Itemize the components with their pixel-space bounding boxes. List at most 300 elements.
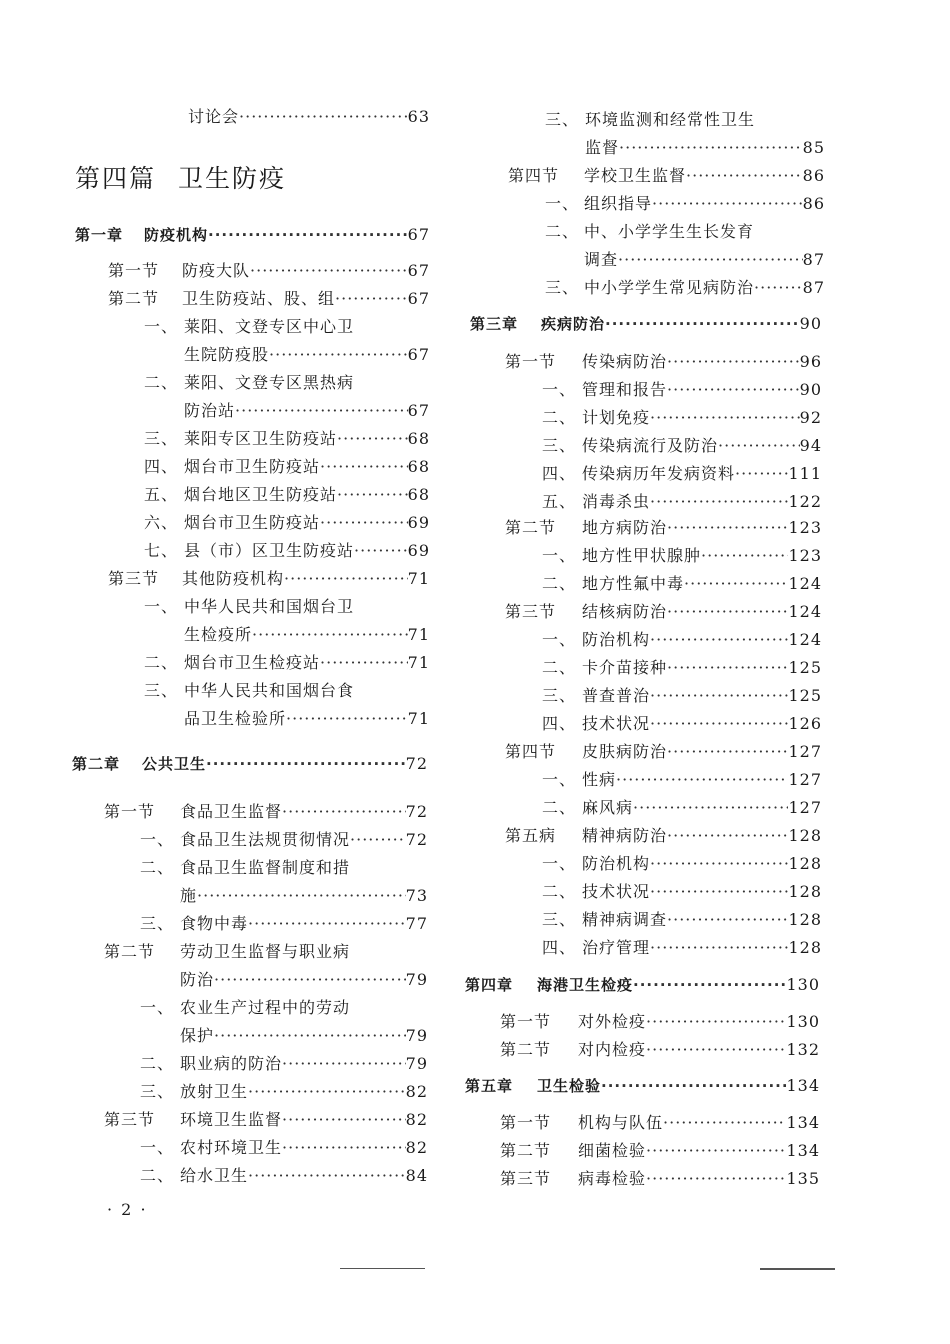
toc-page-number: 79 bbox=[405, 1026, 428, 1045]
toc-entry-number: 二、 bbox=[542, 408, 577, 427]
toc-page-number: 126 bbox=[788, 714, 822, 733]
toc-entry-title: 莱阳、文登专区黑热病 bbox=[184, 373, 355, 392]
toc-entry-number: 第三节 bbox=[104, 1110, 156, 1129]
toc-entry-title: 食物中毒 bbox=[180, 914, 249, 933]
toc-entry bbox=[144, 541, 430, 561]
toc-entry-title: 防治站 bbox=[184, 401, 236, 420]
toc-entry-number: 一、 bbox=[144, 317, 179, 336]
toc-page-number: 132 bbox=[786, 1040, 820, 1059]
toc-section-entry bbox=[505, 352, 822, 372]
toc-leader-dots bbox=[650, 492, 788, 512]
toc-page-number: 128 bbox=[788, 938, 822, 957]
toc-entry-number: 第三章 bbox=[470, 315, 519, 333]
toc-entry bbox=[144, 457, 430, 477]
toc-entry-title: 施 bbox=[180, 886, 198, 905]
toc-entry bbox=[184, 709, 430, 729]
toc-entry bbox=[542, 546, 822, 566]
toc-leader-dots bbox=[286, 709, 408, 729]
toc-entry-title: 学校卫生监督 bbox=[584, 166, 687, 185]
toc-entry-title: 讨论会 bbox=[188, 107, 240, 126]
toc-entry-number: 第二节 bbox=[104, 942, 156, 961]
toc-leader-dots bbox=[619, 138, 803, 158]
toc-entry-number: 一、 bbox=[140, 1138, 175, 1157]
toc-leader-dots bbox=[252, 625, 408, 645]
toc-entry bbox=[542, 770, 822, 790]
toc-entry-number: 四、 bbox=[542, 464, 577, 483]
toc-entry-title: 环境卫生监督 bbox=[180, 1110, 283, 1129]
toc-leader-dots bbox=[650, 714, 788, 734]
toc-entry-number: 三、 bbox=[545, 278, 580, 297]
toc-entry-title: 卡介苗接种 bbox=[582, 658, 668, 677]
toc-section-entry bbox=[508, 166, 825, 186]
toc-entry bbox=[542, 574, 822, 594]
scan-artifact bbox=[340, 1268, 425, 1269]
toc-chapter-entry bbox=[470, 314, 822, 334]
toc-page-number: 130 bbox=[786, 975, 820, 994]
toc-section-entry bbox=[104, 1110, 428, 1130]
toc-section-entry bbox=[108, 289, 430, 309]
toc-section-entry bbox=[500, 1040, 820, 1060]
toc-entry bbox=[140, 830, 428, 850]
toc-entry-number: 第一节 bbox=[505, 352, 557, 371]
toc-page-number: 84 bbox=[405, 1166, 428, 1185]
toc-entry-title: 莱阳、文登专区中心卫 bbox=[184, 317, 355, 336]
scan-artifact bbox=[760, 1268, 835, 1270]
toc-entry-title: 结核病防治 bbox=[582, 602, 668, 621]
toc-page-number: 82 bbox=[405, 1138, 428, 1157]
toc-entry bbox=[542, 798, 822, 818]
toc-leader-dots bbox=[235, 401, 408, 421]
toc-section-entry bbox=[500, 1113, 820, 1133]
toc-chapter-entry bbox=[72, 754, 428, 774]
toc-leader-dots bbox=[337, 429, 408, 449]
toc-page-number: 79 bbox=[405, 1054, 428, 1073]
toc-entry-title: 管理和报告 bbox=[582, 380, 668, 399]
toc-leader-dots bbox=[605, 314, 800, 334]
toc-leader-dots bbox=[667, 826, 788, 846]
toc-leader-dots bbox=[248, 1082, 406, 1102]
toc-entry-title: 对内检疫 bbox=[578, 1040, 647, 1059]
toc-leader-dots bbox=[320, 653, 408, 673]
toc-chapter-entry bbox=[75, 225, 430, 245]
toc-entry bbox=[140, 858, 428, 878]
toc-entry-title: 烟台市卫生防疫站 bbox=[184, 513, 321, 532]
toc-entry-number: 四、 bbox=[542, 714, 577, 733]
toc-entry-number: 二、 bbox=[140, 858, 175, 877]
toc-entry bbox=[184, 625, 430, 645]
toc-page-number: 68 bbox=[407, 485, 430, 504]
toc-entry-title: 保护 bbox=[180, 1026, 215, 1045]
toc-leader-dots bbox=[337, 485, 408, 505]
toc-entry bbox=[144, 597, 430, 617]
toc-page-number: 122 bbox=[788, 492, 822, 511]
toc-section-entry bbox=[108, 569, 430, 589]
toc-entry bbox=[542, 408, 822, 428]
toc-entry bbox=[545, 110, 825, 130]
page-number: · 2 · bbox=[107, 1200, 148, 1219]
toc-section-entry bbox=[500, 1169, 820, 1189]
toc-entry-title: 防治 bbox=[180, 970, 215, 989]
toc-leader-dots bbox=[248, 1166, 406, 1186]
toc-entry bbox=[542, 714, 822, 734]
toc-entry bbox=[542, 492, 822, 512]
toc-entry-number: 第一章 bbox=[75, 226, 124, 244]
toc-page-number: 128 bbox=[788, 826, 822, 845]
toc-entry-number: 第五病 bbox=[505, 826, 557, 845]
toc-page-number: 67 bbox=[407, 289, 430, 308]
toc-entry-title: 中小学学生常见病防治 bbox=[584, 278, 755, 297]
toc-right-column bbox=[455, 0, 950, 1344]
toc-page-number: 86 bbox=[802, 194, 825, 213]
toc-chapter-entry bbox=[465, 975, 820, 995]
toc-page-number: 85 bbox=[802, 138, 825, 157]
toc-entry bbox=[542, 436, 822, 456]
toc-entry-title: 劳动卫生监督与职业病 bbox=[180, 942, 351, 961]
toc-entry-title: 机构与队伍 bbox=[578, 1113, 664, 1132]
toc-page-number: 123 bbox=[788, 518, 822, 537]
toc-entry-title: 传染病历年发病资料 bbox=[582, 464, 736, 483]
toc-leader-dots bbox=[667, 380, 800, 400]
toc-entry bbox=[144, 317, 430, 337]
toc-leader-dots bbox=[618, 250, 803, 270]
toc-entry-title: 皮肤病防治 bbox=[582, 742, 668, 761]
toc-entry-number: 一、 bbox=[542, 854, 577, 873]
part-label: 第四篇 bbox=[75, 164, 157, 193]
toc-page-number: 71 bbox=[407, 569, 430, 588]
toc-entry-title: 组织指导 bbox=[584, 194, 653, 213]
toc-entry-title: 地方性氟中毒 bbox=[582, 574, 685, 593]
toc-page-number: 128 bbox=[788, 910, 822, 929]
toc-entry-title: 食品卫生监督制度和措 bbox=[180, 858, 351, 877]
toc-entry-title: 中华人民共和国烟台食 bbox=[184, 681, 355, 700]
toc-leader-dots bbox=[667, 658, 788, 678]
toc-leader-dots bbox=[282, 1110, 406, 1130]
toc-entry-title: 技术状况 bbox=[582, 882, 651, 901]
toc-entry-number: 一、 bbox=[140, 830, 175, 849]
toc-page-number: 130 bbox=[786, 1012, 820, 1031]
toc-leader-dots bbox=[686, 166, 803, 186]
toc-entry bbox=[542, 882, 822, 902]
toc-entry-title: 食品卫生法规贯彻情况 bbox=[180, 830, 351, 849]
toc-section-entry bbox=[104, 802, 428, 822]
toc-page-number: 92 bbox=[799, 408, 822, 427]
toc-entry-title: 传染病流行及防治 bbox=[582, 436, 719, 455]
toc-entry bbox=[542, 630, 822, 650]
toc-entry-number: 第四节 bbox=[508, 166, 560, 185]
toc-entry-title: 监督 bbox=[585, 138, 620, 157]
toc-entry-number: 第一节 bbox=[500, 1012, 552, 1031]
toc-section-entry bbox=[108, 261, 430, 281]
toc-entry bbox=[542, 686, 822, 706]
toc-section-entry bbox=[505, 826, 822, 846]
toc-entry bbox=[140, 1082, 428, 1102]
toc-entry-title: 传染病防治 bbox=[582, 352, 668, 371]
toc-entry-title: 中华人民共和国烟台卫 bbox=[184, 597, 355, 616]
toc-page-number: 134 bbox=[786, 1076, 820, 1095]
toc-entry-number: 第四节 bbox=[505, 742, 557, 761]
toc-entry bbox=[144, 681, 430, 701]
toc-leader-dots bbox=[646, 1169, 786, 1189]
toc-page-number: 77 bbox=[405, 914, 428, 933]
toc-entry-number: 第三节 bbox=[108, 569, 160, 588]
toc-leader-dots bbox=[650, 938, 788, 958]
toc-leader-dots bbox=[284, 569, 408, 589]
toc-entry-number: 五、 bbox=[542, 492, 577, 511]
toc-entry-number: 七、 bbox=[144, 541, 179, 560]
toc-page-number: 94 bbox=[799, 436, 822, 455]
toc-leader-dots bbox=[650, 408, 800, 428]
toc-entry-number: 二、 bbox=[144, 373, 179, 392]
toc-entry-number: 一、 bbox=[542, 770, 577, 789]
toc-leader-dots bbox=[667, 910, 788, 930]
toc-entry-number: 六、 bbox=[144, 513, 179, 532]
part-name: 卫生防疫 bbox=[178, 164, 287, 193]
toc-entry bbox=[140, 1138, 428, 1158]
toc-entry-number: 三、 bbox=[140, 1082, 175, 1101]
toc-entry-title: 防疫机构 bbox=[144, 226, 209, 244]
toc-leader-dots bbox=[633, 975, 786, 995]
toc-page-number: 127 bbox=[788, 742, 822, 761]
toc-page-number: 71 bbox=[407, 625, 430, 644]
toc-leader-dots bbox=[350, 830, 406, 850]
toc-page-number: 127 bbox=[788, 798, 822, 817]
toc-entry-title: 莱阳专区卫生防疫站 bbox=[184, 429, 338, 448]
toc-entry bbox=[584, 250, 825, 270]
toc-entry-number: 第二节 bbox=[505, 518, 557, 537]
toc-leader-dots bbox=[650, 686, 788, 706]
toc-page-number: 73 bbox=[405, 886, 428, 905]
toc-entry-title: 生检疫所 bbox=[184, 625, 253, 644]
toc-page-number: 69 bbox=[407, 541, 430, 560]
toc-page-number: 72 bbox=[405, 802, 428, 821]
toc-leader-dots bbox=[282, 802, 406, 822]
toc-entry-number: 四、 bbox=[542, 938, 577, 957]
toc-entry bbox=[545, 222, 825, 242]
toc-leader-dots bbox=[239, 107, 408, 127]
toc-entry-title: 生院防疫股 bbox=[184, 345, 270, 364]
toc-entry-title: 品卫生检验所 bbox=[184, 709, 287, 728]
toc-entry bbox=[180, 1026, 428, 1046]
toc-leader-dots bbox=[663, 1113, 786, 1133]
toc-page-number: 69 bbox=[407, 513, 430, 532]
toc-page-number: 90 bbox=[799, 314, 822, 333]
toc-section-entry bbox=[500, 1012, 820, 1032]
toc-entry-number: 第二节 bbox=[500, 1141, 552, 1160]
toc-page-number: 86 bbox=[802, 166, 825, 185]
toc-entry-title: 防疫大队 bbox=[182, 261, 251, 280]
toc-entry-number: 第一节 bbox=[104, 802, 156, 821]
toc-leader-dots bbox=[667, 602, 788, 622]
toc-leader-dots bbox=[282, 1138, 406, 1158]
toc-page-number: 68 bbox=[407, 429, 430, 448]
toc-leader-dots bbox=[667, 742, 788, 762]
toc-entry-number: 第三节 bbox=[505, 602, 557, 621]
toc-section-entry bbox=[505, 518, 822, 538]
toc-leader-dots bbox=[667, 518, 788, 538]
toc-section-entry bbox=[505, 602, 822, 622]
toc-entry bbox=[542, 464, 822, 484]
toc-page-number: 82 bbox=[405, 1110, 428, 1129]
toc-entry-title: 卫生防疫站、股、组 bbox=[182, 289, 336, 308]
toc-page-number: 123 bbox=[788, 546, 822, 565]
toc-entry bbox=[180, 970, 428, 990]
toc-page-number: 111 bbox=[788, 464, 822, 483]
toc-page-number: 67 bbox=[407, 261, 430, 280]
toc-entry-number: 四、 bbox=[144, 457, 179, 476]
toc-leader-dots bbox=[616, 770, 788, 790]
toc-leader-dots bbox=[354, 541, 408, 561]
toc-entry bbox=[144, 429, 430, 449]
toc-section-entry bbox=[104, 942, 428, 962]
toc-leader-dots bbox=[282, 1054, 406, 1074]
toc-entry-number: 二、 bbox=[542, 882, 577, 901]
toc-entry bbox=[545, 194, 825, 214]
toc-leader-dots bbox=[735, 464, 788, 484]
toc-page-number: 124 bbox=[788, 574, 822, 593]
toc-page-number: 134 bbox=[786, 1113, 820, 1132]
toc-entry bbox=[542, 910, 822, 930]
toc-entry-title: 消毒杀虫 bbox=[582, 492, 651, 511]
toc-page-number: 67 bbox=[407, 401, 430, 420]
toc-leader-dots bbox=[650, 630, 788, 650]
toc-leader-dots bbox=[335, 289, 408, 309]
toc-page-number: 96 bbox=[799, 352, 822, 371]
toc-entry-title: 食品卫生监督 bbox=[180, 802, 283, 821]
toc-leader-dots bbox=[214, 970, 406, 990]
toc-entry-title: 精神病调查 bbox=[582, 910, 668, 929]
toc-entry-title: 治疗管理 bbox=[582, 938, 651, 957]
toc-entry-number: 三、 bbox=[144, 681, 179, 700]
toc-leader-dots bbox=[646, 1040, 786, 1060]
toc-leader-dots bbox=[718, 436, 800, 456]
toc-entry-title: 农村环境卫生 bbox=[180, 1138, 283, 1157]
toc-leader-dots bbox=[320, 513, 408, 533]
toc-leader-dots bbox=[633, 798, 788, 818]
toc-entry-title: 职业病的防治 bbox=[180, 1054, 283, 1073]
toc-page-number: 68 bbox=[407, 457, 430, 476]
toc-entry-title: 烟台市卫生防疫站 bbox=[184, 457, 321, 476]
toc-leader-dots bbox=[754, 278, 803, 298]
toc-entry-title: 农业生产过程中的劳动 bbox=[180, 998, 351, 1017]
toc-entry-number: 二、 bbox=[545, 222, 580, 241]
toc-page-number: 127 bbox=[788, 770, 822, 789]
toc-page-number: 72 bbox=[405, 754, 428, 773]
toc-entry-number: 二、 bbox=[542, 574, 577, 593]
toc-entry-number: 二、 bbox=[144, 653, 179, 672]
toc-page-number: 128 bbox=[788, 854, 822, 873]
toc-page-number: 87 bbox=[802, 250, 825, 269]
toc-entry-number: 二、 bbox=[140, 1166, 175, 1185]
toc-entry-number: 一、 bbox=[144, 597, 179, 616]
toc-entry-number: 一、 bbox=[542, 546, 577, 565]
toc-leader-dots bbox=[320, 457, 408, 477]
toc-page-number: 79 bbox=[405, 970, 428, 989]
toc-page-number: 72 bbox=[405, 830, 428, 849]
toc-entry-title: 环境监测和经常性卫生 bbox=[585, 110, 756, 129]
toc-entry bbox=[585, 138, 825, 158]
toc-section-entry bbox=[500, 1141, 820, 1161]
toc-entry-number: 三、 bbox=[542, 910, 577, 929]
toc-entry bbox=[180, 886, 428, 906]
toc-entry-title: 中、小学学生生长发育 bbox=[584, 222, 755, 241]
toc-entry-title: 其他防疫机构 bbox=[182, 569, 285, 588]
toc-entry bbox=[542, 658, 822, 678]
toc-entry-title: 放射卫生 bbox=[180, 1082, 249, 1101]
toc-chapter-entry bbox=[465, 1076, 820, 1096]
toc-leader-dots bbox=[646, 1012, 786, 1032]
toc-entry-number: 第三节 bbox=[500, 1169, 552, 1188]
toc-entry-title: 性病 bbox=[582, 770, 617, 789]
toc-entry bbox=[542, 938, 822, 958]
toc-entry-number: 第二节 bbox=[108, 289, 160, 308]
toc-entry-title: 县（市）区卫生防疫站 bbox=[184, 541, 355, 560]
toc-leader-dots bbox=[601, 1076, 786, 1096]
toc-entry bbox=[542, 854, 822, 874]
toc-entry-title: 海港卫生检疫 bbox=[537, 976, 634, 994]
toc-entry-number: 三、 bbox=[545, 110, 580, 129]
toc-leader-dots bbox=[248, 914, 406, 934]
toc-entry-number: 二、 bbox=[542, 798, 577, 817]
toc-leader-dots bbox=[214, 1026, 406, 1046]
toc-entry bbox=[140, 914, 428, 934]
toc-page-number: 63 bbox=[407, 107, 430, 126]
toc-entry-number: 第五章 bbox=[465, 1077, 514, 1095]
toc-entry-title: 疾病防治 bbox=[541, 315, 606, 333]
toc-left-column bbox=[0, 0, 440, 1344]
toc-entry-title: 对外检疫 bbox=[578, 1012, 647, 1031]
toc-page-number: 124 bbox=[788, 630, 822, 649]
toc-entry bbox=[140, 1166, 428, 1186]
toc-entry bbox=[140, 998, 428, 1018]
toc-page-number: 90 bbox=[799, 380, 822, 399]
toc-entry-title: 烟台地区卫生防疫站 bbox=[184, 485, 338, 504]
toc-entry-title: 防治机构 bbox=[582, 854, 651, 873]
toc-entry-number: 二、 bbox=[542, 658, 577, 677]
toc-entry-title: 病毒检验 bbox=[578, 1169, 647, 1188]
toc-leader-dots bbox=[646, 1141, 786, 1161]
toc-entry-number: 二、 bbox=[140, 1054, 175, 1073]
toc-entry bbox=[184, 345, 430, 365]
toc-entry-title: 技术状况 bbox=[582, 714, 651, 733]
toc-page-number: 71 bbox=[407, 653, 430, 672]
toc-leader-dots bbox=[269, 345, 408, 365]
toc-entry-title: 精神病防治 bbox=[582, 826, 668, 845]
toc-leader-dots bbox=[197, 886, 406, 906]
toc-leader-dots bbox=[206, 754, 406, 774]
toc-entry bbox=[542, 380, 822, 400]
toc-section-entry bbox=[505, 742, 822, 762]
toc-entry-title: 地方病防治 bbox=[582, 518, 668, 537]
toc-entry-number: 第一节 bbox=[108, 261, 160, 280]
toc-entry-title: 调查 bbox=[584, 250, 619, 269]
toc-entry-title: 防治机构 bbox=[582, 630, 651, 649]
toc-entry-number: 三、 bbox=[140, 914, 175, 933]
toc-leader-dots bbox=[208, 225, 408, 245]
toc-page-number: 128 bbox=[788, 882, 822, 901]
toc-entry-title: 给水卫生 bbox=[180, 1166, 249, 1185]
toc-entry-number: 一、 bbox=[542, 380, 577, 399]
toc-page-number: 71 bbox=[407, 709, 430, 728]
toc-entry-title: 普查普治 bbox=[582, 686, 651, 705]
toc-page-number: 87 bbox=[802, 278, 825, 297]
toc-entry bbox=[144, 373, 430, 393]
toc-page-number: 135 bbox=[786, 1169, 820, 1188]
toc-entry-number: 第四章 bbox=[465, 976, 514, 994]
toc-leader-dots bbox=[650, 854, 788, 874]
toc-page-number: 67 bbox=[407, 225, 430, 244]
toc-entry-number: 一、 bbox=[545, 194, 580, 213]
toc-entry bbox=[144, 513, 430, 533]
